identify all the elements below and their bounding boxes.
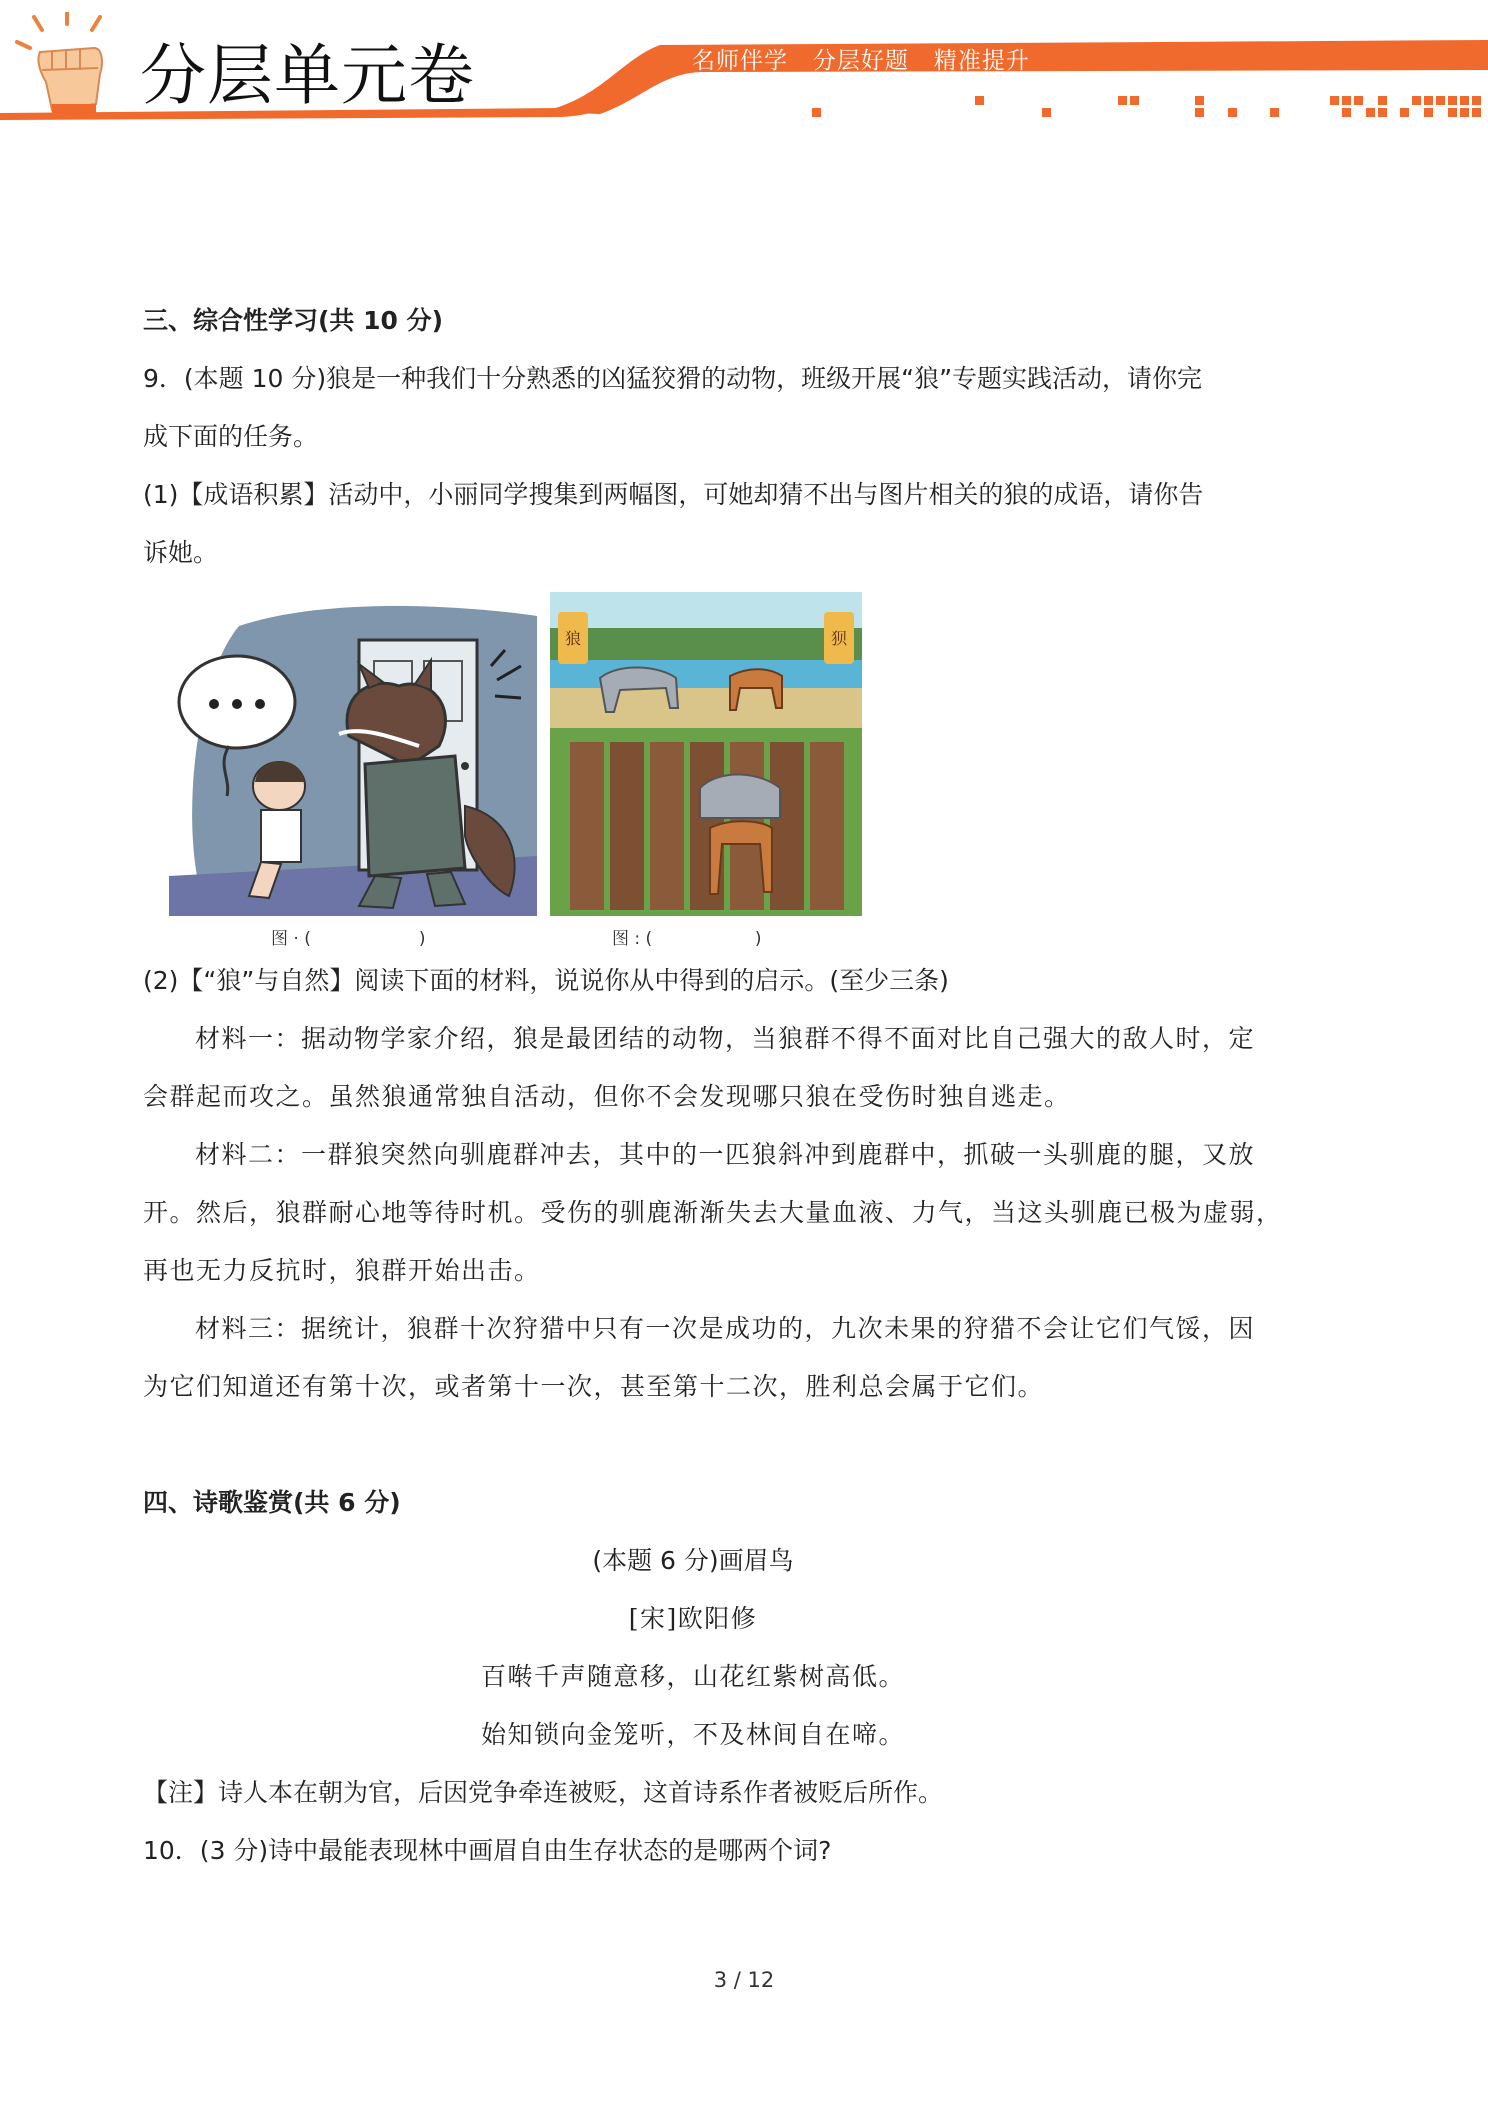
section-3-heading: 三、综合性学习(共 10 分) <box>143 306 444 335</box>
material-3-line-1: 材料三：据统计，狼群十次狩猎中只有一次是成功的，九次未果的狩猎不会让它们气馁，因 <box>195 1314 1256 1343</box>
fist-logo-icon <box>12 12 122 122</box>
section-4-heading: 四、诗歌鉴赏(共 6 分) <box>143 1488 401 1517</box>
figure-1-wolf-door-image <box>169 606 537 916</box>
material-1-line-1: 材料一：据动物学家介绍，狼是最团结的动物，当狼群不得不面对比自己强大的敌人时，定 <box>195 1024 1256 1053</box>
figure-2-sign-right: 狈 <box>831 629 848 648</box>
material-3-line-2: 为它们知道还有第十次，或者第十一次，甚至第十二次，胜利总会属于它们。 <box>143 1372 1045 1401</box>
poem-line-1: 百啭千声随意移，山花红紫树高低。 <box>480 1662 905 1691</box>
page-header <box>0 0 1488 125</box>
q10-text: 10．(3 分)诗中最能表现林中画眉自由生存状态的是哪两个词? <box>143 1836 832 1865</box>
sub1-text-line-1: (1)【成语积累】活动中，小丽同学搜集到两幅图，可她却猜不出与图片相关的狼的成语，请你告 <box>143 480 1204 509</box>
material-2-line-1: 材料二：一群狼突然向驯鹿群冲去，其中的一匹狼斜冲到鹿群中，抓破一头驯鹿的腿，又放 <box>195 1140 1256 1169</box>
poem-line-2: 始知锁向金笼听，不及林间自在啼。 <box>480 1720 905 1749</box>
figure-2-wolf-bei-image <box>550 592 862 916</box>
q9-text-line-2: 成下面的任务。 <box>143 422 319 451</box>
figure-2-sign-left: 狼 <box>565 629 582 648</box>
sub1-text-line-2: 诉她。 <box>143 538 219 567</box>
material-2-line-3: 再也无力反抗时，狼群开始出击。 <box>143 1256 541 1285</box>
sub2-text: (2)【“狼”与自然】阅读下面的材料，说说你从中得到的启示。(至少三条) <box>143 966 949 995</box>
idiom-figures <box>143 582 1243 952</box>
material-1-line-2: 会群起而攻之。虽然狼通常独自活动，但你不会发现哪只狼在受伤时独自逃走。 <box>143 1082 1071 1111</box>
poem-note: 【注】诗人本在朝为官，后因党争牵连被贬，这首诗系作者被贬后所作。 <box>143 1778 944 1807</box>
q9-text-line-1: 9．(本题 10 分)狼是一种我们十分熟悉的凶猛狡猾的动物，班级开展“狼”专题实践活动，请你完 <box>143 364 1203 393</box>
header-slogan: 名师伴学 分层好题 精准提升 <box>692 48 1030 74</box>
page-content <box>143 292 1283 1880</box>
page-number: 3 / 12 <box>713 1968 775 1992</box>
figure-1-caption: 图 · ( ) <box>271 929 426 949</box>
figure-2-caption: 图 : ( ) <box>612 929 762 949</box>
brand-title: 分层单元卷 <box>140 37 475 114</box>
material-2-line-2: 开。然后，狼群耐心地等待时机。受伤的驯鹿渐渐失去大量血液、力气，当这头驯鹿已极为虚弱， <box>143 1198 1283 1227</box>
poem-author: [宋]欧阳修 <box>628 1604 758 1633</box>
poem-title: (本题 6 分)画眉鸟 <box>592 1546 794 1575</box>
